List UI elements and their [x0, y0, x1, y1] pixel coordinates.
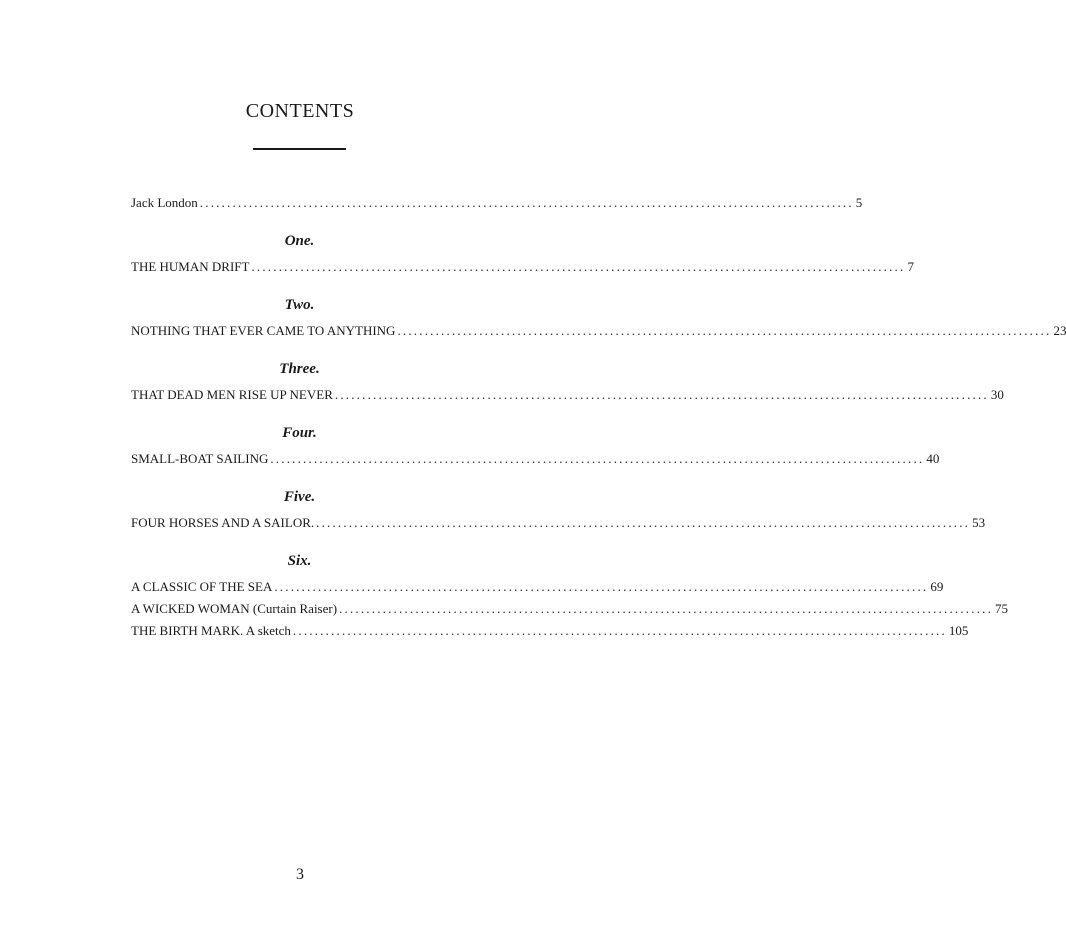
part-heading-four: Four.: [282, 425, 317, 441]
toc-entry-page: 53: [972, 515, 986, 530]
toc-entry[interactable]: [131, 512, 986, 534]
part-heading-three: Three.: [279, 361, 320, 377]
dot-leader: ........................................................................................................................: [339, 601, 994, 616]
dot-leader: ........................................................................................................................: [316, 515, 971, 530]
page-number: 3: [296, 866, 304, 883]
dot-leader: ........................................................................................................................: [251, 259, 906, 274]
toc-entry[interactable]: [131, 598, 1009, 620]
toc-entry-page: 105: [948, 623, 969, 638]
toc-entry-title: A WICKED WOMAN (Curtain Raiser): [131, 601, 338, 616]
toc-entry-title: A CLASSIC OF THE SEA: [131, 579, 273, 594]
dot-leader: ........................................................................................................................: [334, 387, 989, 402]
toc-entry-page: 23: [1053, 323, 1066, 338]
dot-leader: ........................................................................................................................: [270, 451, 925, 466]
toc-entry-title: SMALL-BOAT SAILING: [131, 451, 269, 466]
toc-entry-page: 75: [995, 601, 1009, 616]
part-heading-six: Six.: [287, 553, 312, 569]
toc-entry-title: THE HUMAN DRIFT: [131, 259, 250, 274]
toc-entry-page: 69: [930, 579, 944, 594]
toc-entry[interactable]: [131, 620, 969, 642]
table-of-contents: [131, 192, 1066, 642]
title-divider: [253, 148, 346, 150]
toc-entry[interactable]: [131, 576, 944, 598]
toc-entry[interactable]: [131, 448, 940, 470]
toc-entry-page: 30: [990, 387, 1004, 402]
toc-entry-title: Jack London: [131, 195, 198, 210]
toc-entry-title: THAT DEAD MEN RISE UP NEVER: [131, 387, 333, 402]
part-heading-one: One.: [284, 233, 315, 249]
dot-leader: ........................................................................................................................: [199, 195, 854, 210]
toc-entry-page: 5: [855, 195, 863, 210]
dot-leader: ........................................................................................................................: [397, 323, 1052, 338]
toc-entry[interactable]: [131, 384, 1004, 406]
part-heading-two: Two.: [284, 297, 315, 313]
toc-entry-page: 40: [926, 451, 940, 466]
toc-entry[interactable]: [131, 256, 914, 278]
toc-entry-title: NOTHING THAT EVER CAME TO ANYTHING: [131, 323, 396, 338]
dot-leader: ........................................................................................................................: [274, 579, 929, 594]
part-heading-five: Five.: [283, 489, 316, 505]
toc-entry-title: FOUR HORSES AND A SAILOR.: [131, 515, 315, 530]
toc-entry-intro[interactable]: [131, 192, 863, 214]
dot-leader: ........................................................................................................................: [292, 623, 947, 638]
toc-entry-title: THE BIRTH MARK. A sketch: [131, 623, 291, 638]
toc-entry-page: 7: [907, 259, 914, 274]
page-title: CONTENTS: [245, 100, 355, 122]
toc-entry[interactable]: [131, 320, 1066, 342]
